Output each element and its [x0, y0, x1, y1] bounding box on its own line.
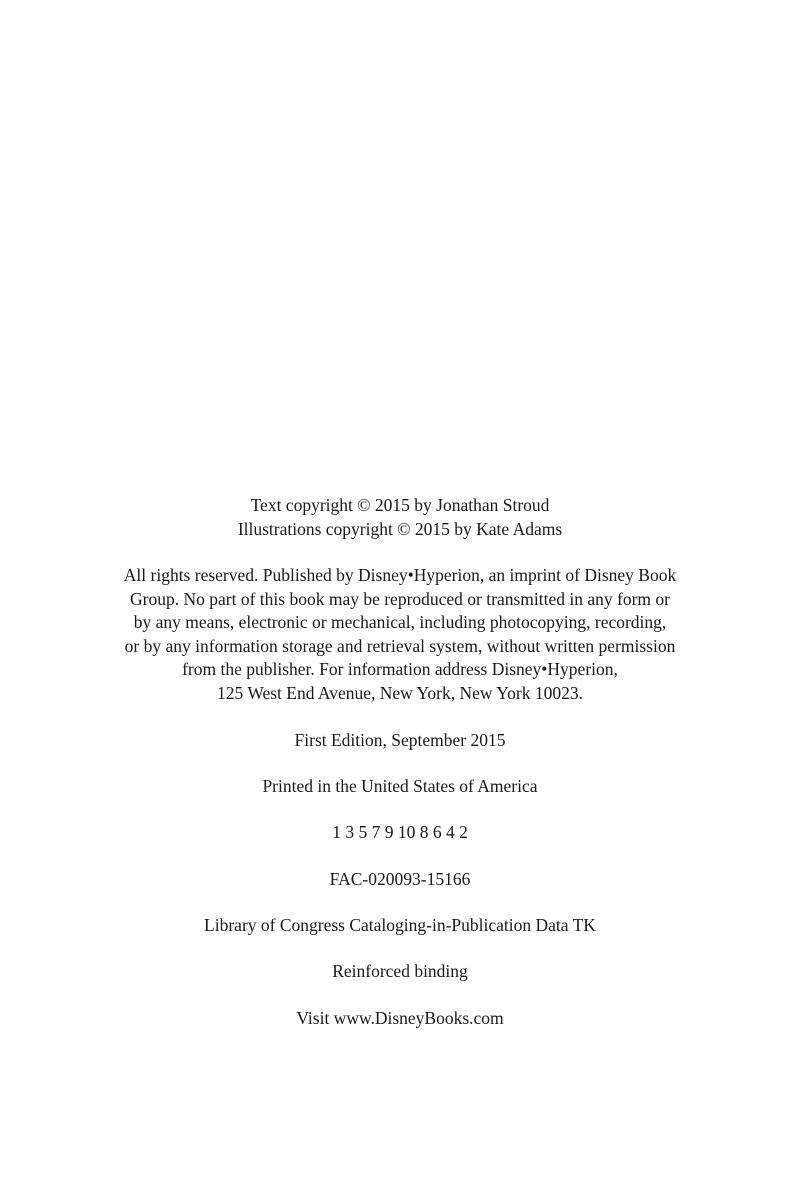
- printed-in-line: Printed in the United States of America: [262, 776, 538, 796]
- rights-line: or by any information storage and retrieval system, without written permission: [124, 635, 676, 656]
- copyright-notice: [0, 494, 800, 541]
- website-line: Visit www.DisneyBooks.com: [296, 1008, 504, 1028]
- rights-line: from the publisher. For information address Disney•Hyperion,: [182, 659, 618, 679]
- rights-statement: [0, 564, 800, 705]
- rights-line: All rights reserved. Published by Disney•Hyperion, an imprint of Disney Book: [123, 565, 677, 585]
- printing-number-line: 1 3 5 7 9 10 8 6 4 2: [332, 822, 468, 842]
- binding-line: Reinforced binding: [332, 961, 468, 981]
- rights-line: Group. No part of this book may be reproduced or transmitted in any form or: [130, 588, 670, 609]
- edition-line: First Edition, September 2015: [294, 730, 506, 750]
- text-copyright: Text copyright © 2015 by Jonathan Stroud: [250, 495, 550, 515]
- rights-line: 125 West End Avenue, New York, New York 10023.: [217, 682, 583, 703]
- cip-data-line: Library of Congress Cataloging-in-Publication Data TK: [204, 915, 596, 935]
- fac-code: FAC-020093-15166: [329, 869, 471, 889]
- illustrations-copyright: Illustrations copyright © 2015 by Kate Adams: [237, 518, 563, 539]
- rights-line: by any means, electronic or mechanical, including photocopying, recording,: [133, 612, 667, 632]
